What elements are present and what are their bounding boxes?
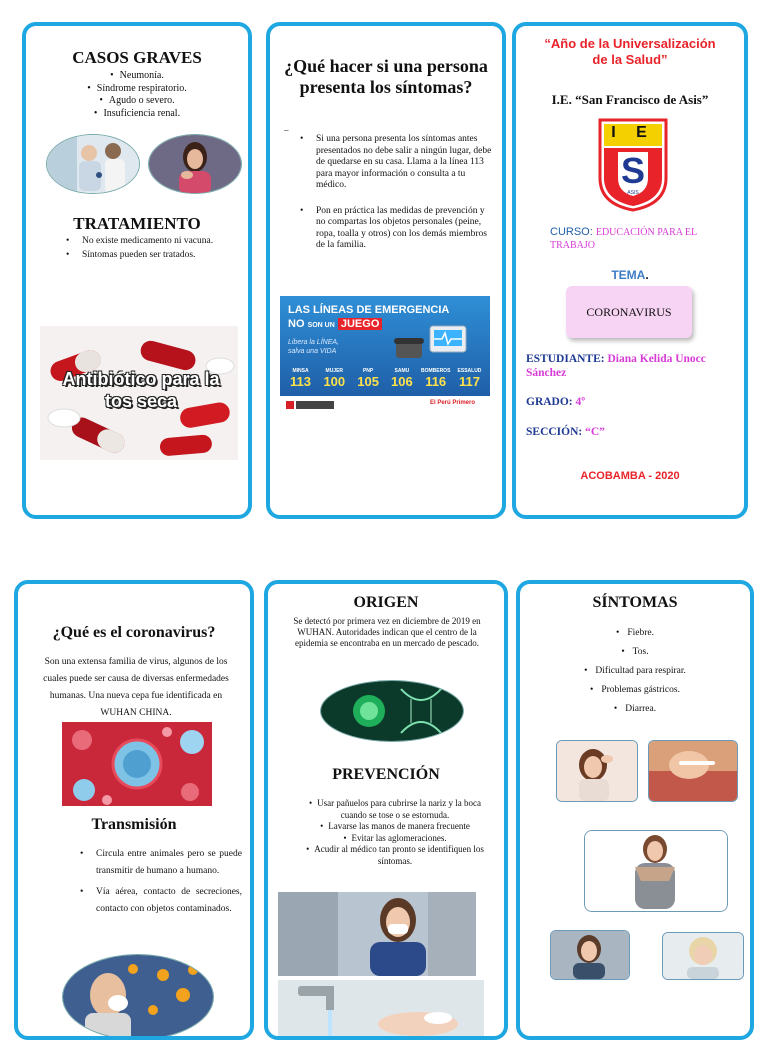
- emergency-number-item: [385, 368, 418, 389]
- elderly-woman-image: [662, 932, 744, 980]
- list-item: • Evitar las aglomeraciones.: [343, 832, 447, 843]
- curso-line: [550, 226, 720, 252]
- tratamiento-title: TRATAMIENTO: [73, 214, 201, 233]
- que-es-title: ¿Qué es el coronavirus?: [52, 624, 216, 641]
- list-item: • Tos.: [621, 647, 649, 657]
- grado-line: [526, 396, 585, 408]
- tema-box: CORONAVIRUS: [566, 286, 692, 338]
- number-label: PNP: [362, 368, 374, 374]
- emergency-number-item: [453, 368, 486, 389]
- grado-value: 4º: [575, 396, 586, 408]
- banner-footer-right: El Perú Primero: [430, 400, 476, 406]
- year-line1: “Año de la Universalización: [544, 36, 716, 51]
- list-item: • Lavarse las manos de manera frecuente: [320, 821, 470, 831]
- elderly-patient-image: [46, 134, 140, 194]
- estudiante-value: Diana Kelida Unocc Sánchez: [526, 353, 706, 379]
- panel-que-es: [14, 580, 254, 1040]
- logo-sub: ASIS: [627, 190, 639, 196]
- list-item: • Usar pañuelos para cubrirse la nariz y la boca cuando se tose o se estornuda.: [308, 798, 482, 820]
- list-item: • Neumonía.: [26, 70, 248, 83]
- list-item-text: Usar pañuelos para cubrirse la nariz y la boca cuando se tose o se estornuda.: [317, 798, 482, 820]
- list-item-text: Lavarse las manos de manera frecuente: [328, 821, 470, 831]
- tema-heading: [516, 268, 744, 282]
- banner-tag2: salva una VIDA: [288, 348, 337, 355]
- number-value: 106: [391, 374, 413, 389]
- list-item-text: Acudir al médico tan pronto se identifiquen los síntomas.: [314, 844, 484, 866]
- casos-graves-title: CASOS GRAVES: [72, 48, 202, 67]
- emergency-number-row: [284, 368, 486, 389]
- logo-s: S: [620, 150, 645, 191]
- list-item: • Pon en práctica las medidas de prevención y no compartas los objetos personales (peine, ropa, toalla y otros) con los demás miembros de la familia.: [300, 206, 496, 252]
- sintomas-title: SÍNTOMAS: [592, 594, 678, 611]
- list-item: • Circula entre animales pero se puede transmitir de humano a humano.: [80, 846, 242, 880]
- prevencion-list: [298, 798, 492, 867]
- banner-no: NO: [288, 318, 305, 330]
- list-item-text: Diarrea.: [625, 704, 657, 714]
- logo-letters: I E: [611, 124, 655, 141]
- list-item: • Diarrea.: [613, 704, 657, 714]
- banner-line1: LAS LÍNEAS DE EMERGENCIA: [288, 304, 450, 316]
- tema-label: TEMA: [611, 268, 646, 282]
- seccion-line: [526, 426, 605, 438]
- number-label: SAMU: [394, 368, 410, 374]
- emergency-number-item: [318, 368, 351, 389]
- sneezing-man-image: [62, 954, 214, 1040]
- emergency-number-item: [284, 368, 317, 389]
- school-name: I.E. “San Francisco de Asis”: [551, 92, 709, 107]
- hand-washing-image: [278, 980, 484, 1040]
- school-shield-logo: [598, 118, 668, 212]
- list-item: • Agudo o severo.: [26, 95, 248, 108]
- panel-casos-graves: [22, 22, 252, 519]
- woman-mask-image: [278, 892, 476, 976]
- dash-mark: _: [284, 122, 289, 132]
- antibiotic-pills-image: [40, 326, 238, 460]
- tratamiento-list: [66, 236, 246, 263]
- seccion-value: “C”: [585, 426, 605, 438]
- banner-line2: [288, 318, 382, 330]
- curso-label: CURSO:: [550, 226, 593, 238]
- panel-origen-prevencion: [264, 580, 508, 1040]
- origen-text: Se detectó por primera vez en diciembre de 2019 en WUHAN. Autoridades indican que el centro de la epidemia se encontraba en un mercado de pescado.: [293, 616, 481, 648]
- number-value: 113: [290, 374, 311, 389]
- list-item-text: Problemas gástricos.: [601, 685, 680, 695]
- number-label: BOMBEROS: [420, 368, 451, 374]
- que-hacer-list: [300, 134, 496, 262]
- antibiotic-caption: Antibiótico para la tos seca: [62, 369, 220, 411]
- number-label: MUJER: [325, 368, 344, 374]
- government-logo-icon: [286, 400, 336, 410]
- list-item: • Vía aérea, contacto de secreciones, contacto con objetos contaminados.: [80, 884, 242, 918]
- coughing-woman-image: [584, 830, 728, 912]
- place-year: ACOBAMBA - 2020: [580, 470, 680, 482]
- banner-juego: JUEGO: [338, 318, 383, 330]
- prevencion-title: PREVENCIÓN: [332, 766, 440, 783]
- fever-thermometer-image: [648, 740, 738, 802]
- sick-woman-image: [148, 134, 242, 194]
- virus-dna-image: [320, 680, 464, 742]
- list-item-text: Evitar las aglomeraciones.: [351, 832, 447, 843]
- list-item-text: Fiebre.: [627, 628, 654, 638]
- sintomas-list: [520, 624, 750, 719]
- origen-title: ORIGEN: [353, 594, 419, 611]
- phone-monitor-icon: [390, 324, 470, 364]
- number-label: MINSA: [292, 368, 309, 374]
- banner-tagline: [288, 338, 339, 356]
- year-motto: [516, 36, 744, 68]
- banner-tag1: Libera la LÍNEA,: [288, 339, 339, 346]
- list-item: • No existe medicamento ni vacuna.: [66, 236, 246, 248]
- list-item: • Insuficiencia renal.: [26, 108, 248, 121]
- emergency-number-item: [419, 368, 452, 389]
- curso-value: EDUCACIÓN PARA EL TRABAJO: [550, 227, 697, 251]
- estudiante-label: ESTUDIANTE:: [526, 353, 605, 365]
- transmision-title: Transmisión: [91, 816, 177, 833]
- panel-cover: [512, 22, 748, 519]
- list-item: • Si una persona presenta los síntomas antes presentados no debe salir a ningún lugar, debe de quedarse en su casa. Llama a la línea 113 para mayor información o consulta a tu médico.: [300, 134, 496, 192]
- emergency-number-item: [352, 368, 385, 389]
- list-item: • Dificultad para respirar.: [584, 666, 686, 676]
- number-value: 100: [323, 374, 346, 389]
- list-item-text: Tos.: [632, 647, 649, 657]
- casos-graves-list: [26, 70, 248, 120]
- year-line2: de la Salud”: [592, 52, 668, 67]
- number-value: 116: [425, 374, 447, 389]
- list-item: • Síndrome respiratorio.: [26, 83, 248, 96]
- list-item-text: Dificultad para respirar.: [595, 666, 686, 676]
- que-es-text: Son una extensa familia de virus, algunos de los cuales puede ser causa de diversas enfermedades humanas. Una nueva cepa fue identificada en WUHAN CHINA.: [43, 657, 229, 718]
- headache-woman-image: [556, 740, 638, 802]
- banner-son-un: SON UN: [307, 322, 335, 329]
- number-label: ESSALUD: [457, 368, 482, 374]
- estudiante-line: [526, 352, 736, 380]
- list-item: • Fiebre.: [616, 628, 654, 638]
- number-value: 117: [458, 374, 480, 389]
- tema-dot: .: [645, 268, 649, 282]
- list-item: • Acudir al médico tan pronto se identifiquen los síntomas.: [306, 844, 484, 866]
- seccion-label: SECCIÓN:: [526, 426, 583, 438]
- sick-girl-image: [550, 930, 630, 980]
- panel-sintomas: [516, 580, 754, 1040]
- transmision-list: [80, 846, 242, 928]
- que-hacer-title: ¿Qué hacer si una persona presenta los síntomas?: [284, 56, 488, 97]
- list-item: • Problemas gástricos.: [590, 685, 680, 695]
- coronavirus-image: [62, 722, 212, 806]
- panel-que-hacer: [266, 22, 506, 519]
- grado-label: GRADO:: [526, 396, 573, 408]
- list-item: • Síntomas pueden ser tratados.: [66, 250, 246, 262]
- emergency-lines-banner: [280, 296, 490, 414]
- number-value: 105: [357, 374, 379, 389]
